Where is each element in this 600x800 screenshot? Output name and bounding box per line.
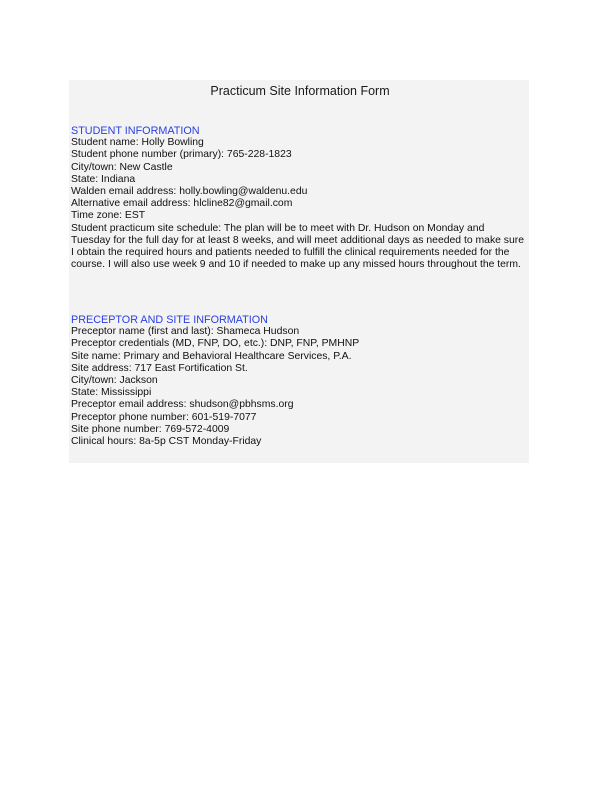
preceptor-email: Preceptor email address: shudson@pbhsms.org: [71, 399, 294, 411]
clinical-hours: Clinical hours: 8a-5p CST Monday-Friday: [71, 436, 262, 448]
site-name: Site name: Primary and Behavioral Healthcare Services, P.A.: [71, 350, 352, 362]
student-city: City/town: New Castle: [71, 161, 173, 173]
student-information-section: [71, 125, 526, 271]
student-walden-email: Walden email address: holly.bowling@waldenu.edu: [71, 186, 308, 198]
student-information-heading: STUDENT INFORMATION: [71, 125, 200, 137]
student-phone: Student phone number (primary): 765-228-1823: [71, 149, 292, 161]
form-title: Practicum Site Information Form: [210, 84, 390, 98]
preceptor-credentials: Preceptor credentials (MD, FNP, DO, etc.): DNP, FNP, PMHNP: [71, 338, 360, 350]
site-phone: Site phone number: 769-572-4009: [71, 423, 230, 435]
site-address: Site address: 717 East Fortification St.: [71, 362, 248, 374]
student-state: State: Indiana: [71, 173, 136, 185]
preceptor-name: Preceptor name (first and last): Shameca Hudson: [71, 326, 300, 338]
student-practicum-schedule: Student practicum site schedule: The plan will be to meet with Dr. Hudson on Monday and Tuesday for the full day for at least 8 weeks, and will meet additional days as needed to make sure I obtain the required hours and patients needed to fulfill the clinical requirements needed for the course. I will also use week 9 and 10 if needed to make up any missed hours throughout the term.: [71, 222, 525, 271]
student-alternative-email: Alternative email address: hlcline82@gmail.com: [71, 198, 293, 210]
preceptor-site-section: [71, 314, 526, 448]
student-name: Student name: Holly Bowling: [71, 137, 204, 149]
preceptor-site-heading: PRECEPTOR AND SITE INFORMATION: [71, 314, 268, 326]
preceptor-phone: Preceptor phone number: 601-519-7077: [71, 411, 257, 423]
student-time-zone: Time zone: EST: [71, 210, 146, 222]
site-city: City/town: Jackson: [71, 375, 158, 387]
site-state: State: Mississippi: [71, 387, 152, 399]
